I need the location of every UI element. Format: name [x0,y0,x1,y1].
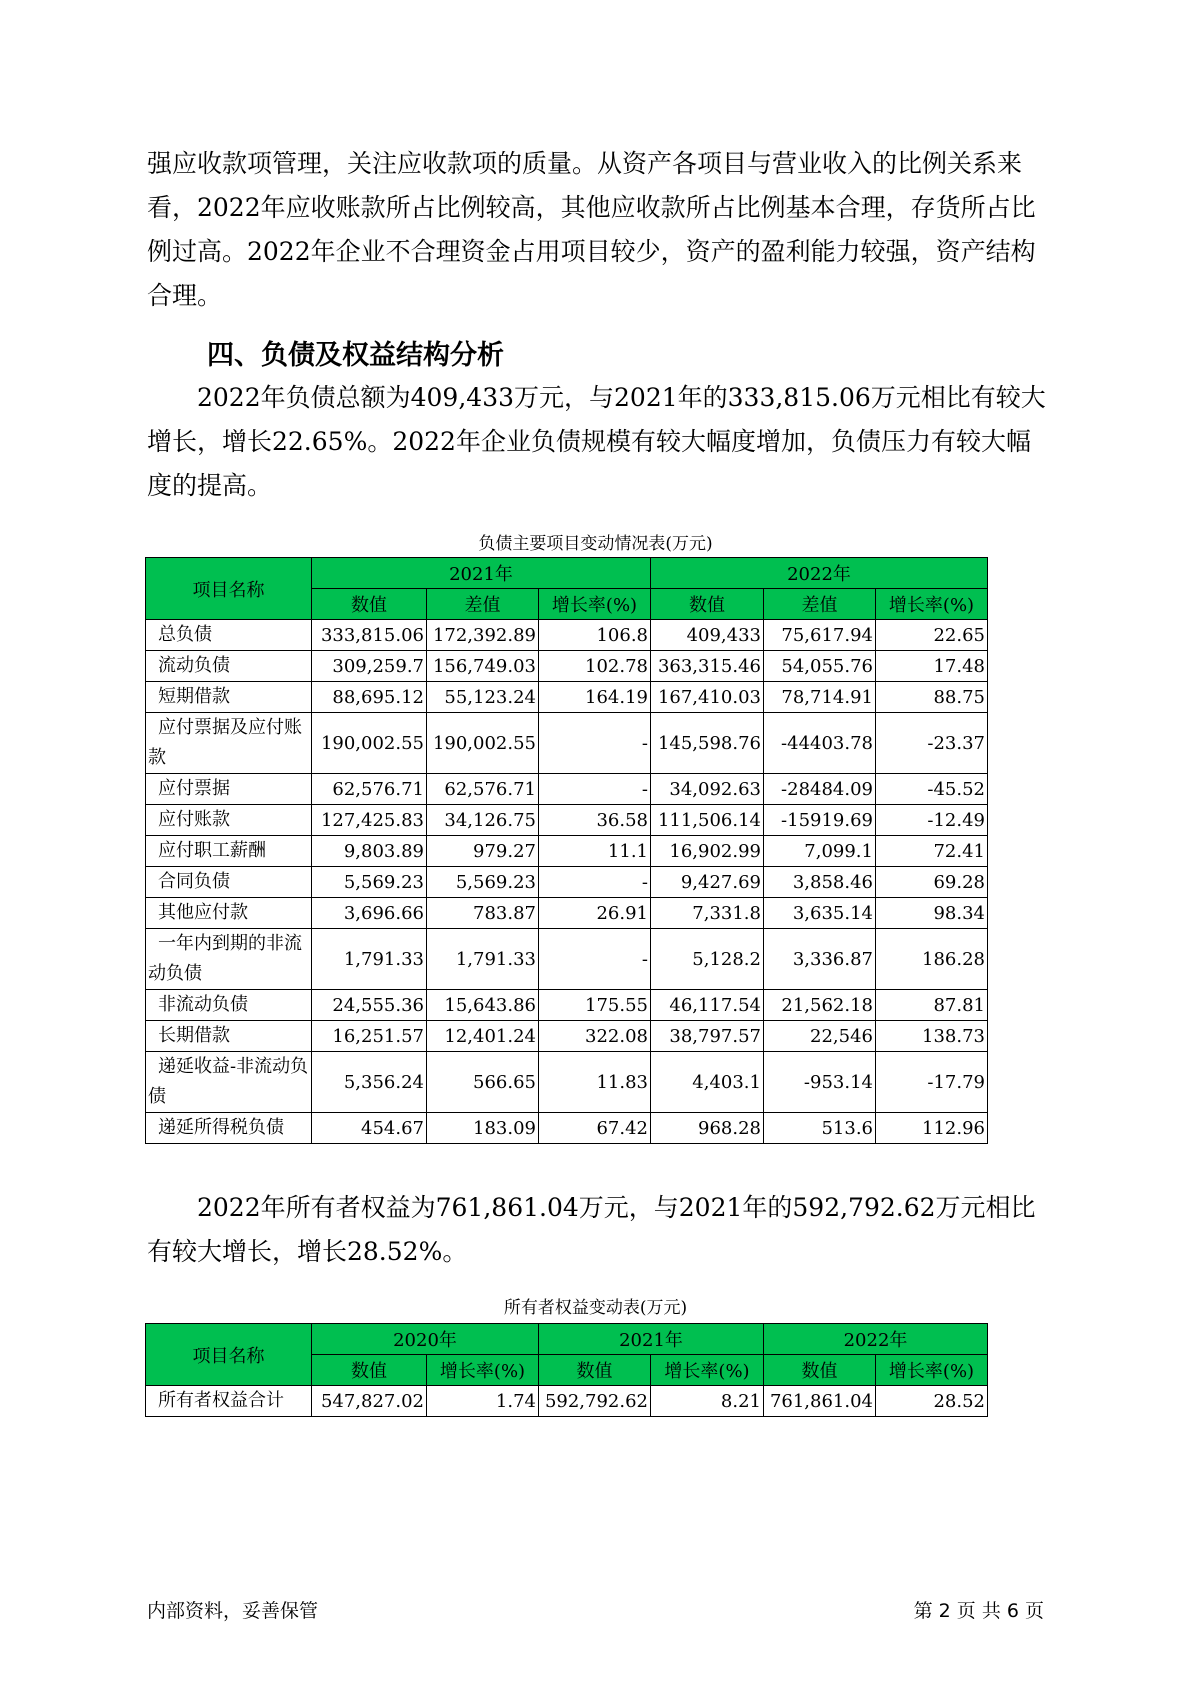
row-value-cell: 22,546 [764,1021,876,1052]
header-col: 增长率(%) [876,589,988,620]
row-item-name: 合同负债 [146,867,312,898]
equity-table-body [146,1386,988,1417]
row-value-cell: 783.87 [427,898,539,929]
row-item-name: 递延收益-非流动负债 [146,1052,312,1113]
row-value-cell: - [539,929,651,990]
row-value-cell: 164.19 [539,682,651,713]
table-row [146,620,988,651]
row-value-cell: - [539,713,651,774]
row-value-cell: 363,315.46 [651,651,764,682]
table-row [146,1113,988,1144]
row-value-cell: 12,401.24 [427,1021,539,1052]
row-value-cell: -23.37 [876,713,988,774]
table2-caption: 所有者权益变动表(万元) [503,1298,688,1318]
row-value-cell: 172,392.89 [427,620,539,651]
row-value-cell: 8.21 [651,1386,764,1417]
row-value-cell: 16,251.57 [312,1021,427,1052]
row-value-cell: 78,714.91 [764,682,876,713]
table-row [146,929,988,990]
row-value-cell: 156,749.03 [427,651,539,682]
header-year-2021: 2021年 [312,558,651,589]
row-value-cell: -17.79 [876,1052,988,1113]
row-value-cell: 3,858.46 [764,867,876,898]
liabilities-table-body [146,620,988,1144]
row-value-cell: 333,815.06 [312,620,427,651]
row-value-cell: 55,123.24 [427,682,539,713]
row-value-cell: 5,356.24 [312,1052,427,1113]
row-item-name: 所有者权益合计 [146,1386,312,1417]
row-value-cell: 7,099.1 [764,836,876,867]
row-value-cell: -45.52 [876,774,988,805]
row-item-name: 递延所得税负债 [146,1113,312,1144]
equity-table [145,1323,988,1417]
header-year-2022: 2022年 [764,1324,988,1355]
header-col: 增长率(%) [876,1355,988,1386]
row-value-cell: -28484.09 [764,774,876,805]
row-value-cell: 454.67 [312,1113,427,1144]
row-value-cell: 34,126.75 [427,805,539,836]
row-item-name: 应付账款 [146,805,312,836]
row-item-name: 短期借款 [146,682,312,713]
row-value-cell: 62,576.71 [312,774,427,805]
row-value-cell: 138.73 [876,1021,988,1052]
row-value-cell: 322.08 [539,1021,651,1052]
row-value-cell: -44403.78 [764,713,876,774]
row-value-cell: 62,576.71 [427,774,539,805]
header-col: 数值 [312,1355,427,1386]
header-col: 增长率(%) [427,1355,539,1386]
row-value-cell: 9,427.69 [651,867,764,898]
row-value-cell: 75,617.94 [764,620,876,651]
table-row [146,651,988,682]
row-value-cell: 190,002.55 [427,713,539,774]
row-value-cell: 106.8 [539,620,651,651]
header-item-name: 项目名称 [146,1324,312,1386]
row-value-cell: 88,695.12 [312,682,427,713]
row-value-cell: 761,861.04 [764,1386,876,1417]
row-value-cell: 11.83 [539,1052,651,1113]
table1-caption: 负债主要项目变动情况表(万元) [478,534,713,554]
row-value-cell: 111,506.14 [651,805,764,836]
row-value-cell: 54,055.76 [764,651,876,682]
row-value-cell: 24,555.36 [312,990,427,1021]
table-row [146,867,988,898]
row-value-cell: 16,902.99 [651,836,764,867]
row-value-cell: 87.81 [876,990,988,1021]
row-value-cell: 1.74 [427,1386,539,1417]
row-item-name: 非流动负债 [146,990,312,1021]
liabilities-table [145,557,988,1144]
row-value-cell: 1,791.33 [427,929,539,990]
row-value-cell: - [539,867,651,898]
header-col: 差值 [764,589,876,620]
row-item-name: 应付票据 [146,774,312,805]
row-value-cell: 112.96 [876,1113,988,1144]
header-year-2020: 2020年 [312,1324,539,1355]
row-value-cell: 9,803.89 [312,836,427,867]
row-value-cell: 26.91 [539,898,651,929]
row-item-name: 一年内到期的非流动负债 [146,929,312,990]
header-item-name: 项目名称 [146,558,312,620]
table-row [146,774,988,805]
row-value-cell: 186.28 [876,929,988,990]
table-row [146,990,988,1021]
row-value-cell: 175.55 [539,990,651,1021]
row-value-cell: 15,643.86 [427,990,539,1021]
row-value-cell: 127,425.83 [312,805,427,836]
header-col: 增长率(%) [539,589,651,620]
table-row [146,805,988,836]
row-value-cell: -15919.69 [764,805,876,836]
row-value-cell: 190,002.55 [312,713,427,774]
header-col: 数值 [764,1355,876,1386]
table-row [146,1021,988,1052]
row-value-cell: 34,092.63 [651,774,764,805]
row-value-cell: 38,797.57 [651,1021,764,1052]
table-row [146,898,988,929]
footer-confidential: 内部资料，妥善保管 [147,1600,319,1622]
row-value-cell: 513.6 [764,1113,876,1144]
row-value-cell: 5,569.23 [427,867,539,898]
row-item-name: 应付职工薪酬 [146,836,312,867]
row-value-cell: 566.65 [427,1052,539,1113]
row-value-cell: 183.09 [427,1113,539,1144]
row-value-cell: 979.27 [427,836,539,867]
header-col: 数值 [312,589,427,620]
row-value-cell: 28.52 [876,1386,988,1417]
header-year-2021: 2021年 [539,1324,764,1355]
table-row [146,713,988,774]
header-col: 差值 [427,589,539,620]
paragraph-liabilities: 2022年负债总额为409,433万元，与2021年的333,815.06万元相比有较大增长，增长22.65%。2022年企业负债规模有较大幅度增加，负债压力有较大幅度的提高。 [147,383,1046,500]
row-value-cell: 67.42 [539,1113,651,1144]
row-value-cell: 7,331.8 [651,898,764,929]
header-col: 增长率(%) [651,1355,764,1386]
header-col: 数值 [651,589,764,620]
row-value-cell: 98.34 [876,898,988,929]
row-value-cell: 88.75 [876,682,988,713]
row-value-cell: 3,696.66 [312,898,427,929]
header-year-2022: 2022年 [651,558,988,589]
paragraph-receivables: 强应收款项管理，关注应收款项的质量。从资产各项目与营业收入的比例关系来看，2022年应收账款所占比例较高，其他应收款所占比例基本合理，存货所占比例过高。2022年企业不合理资金占用项目较少，资产的盈利能力较强，资产结构合理。 [147,149,1036,310]
row-value-cell: 592,792.62 [539,1386,651,1417]
row-value-cell: 102.78 [539,651,651,682]
row-value-cell: 22.65 [876,620,988,651]
row-value-cell: - [539,774,651,805]
row-value-cell: 11.1 [539,836,651,867]
table-row [146,836,988,867]
header-col: 数值 [539,1355,651,1386]
table-row [146,1052,988,1113]
row-value-cell: 968.28 [651,1113,764,1144]
row-value-cell: 1,791.33 [312,929,427,990]
row-value-cell: 5,569.23 [312,867,427,898]
row-value-cell: 145,598.76 [651,713,764,774]
row-value-cell: 309,259.7 [312,651,427,682]
row-value-cell: 5,128.2 [651,929,764,990]
row-value-cell: 69.28 [876,867,988,898]
row-value-cell: 3,635.14 [764,898,876,929]
section-heading: 四、负债及权益结构分析 [207,340,504,371]
row-value-cell: 3,336.87 [764,929,876,990]
row-value-cell: 547,827.02 [312,1386,427,1417]
row-value-cell: 21,562.18 [764,990,876,1021]
row-value-cell: 36.58 [539,805,651,836]
row-item-name: 长期借款 [146,1021,312,1052]
row-item-name: 总负债 [146,620,312,651]
row-item-name: 应付票据及应付账款 [146,713,312,774]
row-value-cell: 409,433 [651,620,764,651]
table-row [146,682,988,713]
row-value-cell: -12.49 [876,805,988,836]
row-item-name: 流动负债 [146,651,312,682]
row-value-cell: 167,410.03 [651,682,764,713]
footer-page-number: 第 2 页 共 6 页 [913,1600,1044,1622]
row-value-cell: 72.41 [876,836,988,867]
row-value-cell: 46,117.54 [651,990,764,1021]
paragraph-equity: 2022年所有者权益为761,861.04万元，与2021年的592,792.62万元相比有较大增长，增长28.52%。 [147,1193,1036,1266]
row-value-cell: -953.14 [764,1052,876,1113]
row-item-name: 其他应付款 [146,898,312,929]
row-value-cell: 17.48 [876,651,988,682]
row-value-cell: 4,403.1 [651,1052,764,1113]
table-row [146,1386,988,1417]
